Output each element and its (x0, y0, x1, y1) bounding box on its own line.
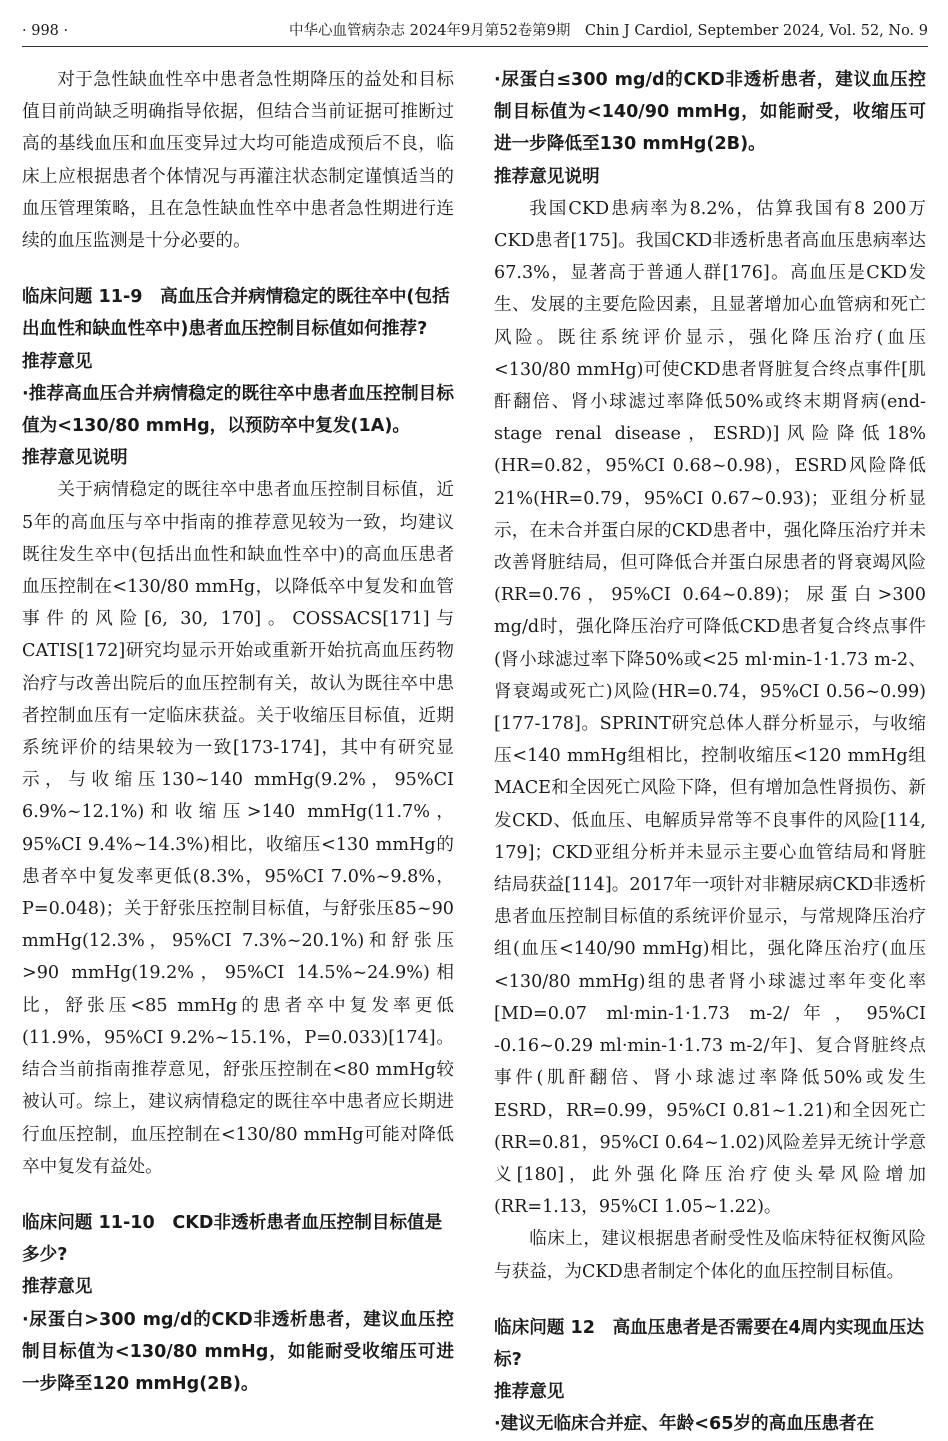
recommendation-11-10-b: ·尿蛋白≤300 mg/d的CKD非透析患者，建议血压控制目标值为<140/90 mmHg，如能耐受，收缩压可进一步降低至130 mmHg(2B)。 (494, 70, 926, 155)
journal-citation: 中华心血管病杂志 2024年9月第52卷第9期 Chin J Cardiol, September 2024, Vol. 52, No. 9 (288, 23, 928, 39)
recommendation-11-9: ·推荐高血压合并病情稳定的既往卒中患者血压控制目标值为<130/80 mmHg，以预防卒中复发(1A)。 (22, 383, 454, 437)
right-column (494, 64, 926, 1441)
left-column (22, 64, 454, 1400)
page-number: · 998 · (22, 23, 69, 39)
recommendation-label: 推荐意见 (494, 1382, 565, 1403)
recommendation-label: 推荐意见 (22, 1277, 93, 1298)
recommendation-11-10-a: ·尿蛋白>300 mg/d的CKD非透析患者，建议血压控制目标值为<130/80 mmHg，如能耐受收缩压可进一步降至120 mmHg(2B)。 (22, 1309, 454, 1394)
recommendation-12: ·建议无临床合并症、年龄<65岁的高血压患者在 (494, 1414, 875, 1435)
explanation-label: 推荐意见说明 (494, 166, 600, 187)
explanation-11-10: 我国CKD患病率为8.2%，估算我国有8 200万CKD患者[175]。我国CKD非透析患者高血压患病率达67.3%，显著高于普通人群[176]。高血压是CKD发生、发展的主要危险因素，且显著增加心血管病和死亡风险。既往系统评价显示，强化降压治疗(血压<130/80 mmHg)可使CKD患者肾脏复合终点事件[肌酐翻倍、肾小球滤过率降低50%或终末期肾病(end-stage renal disease，ESRD)]风险降低18%(HR=0.82，95%CI 0.68~0.98)，ESRD风险降低21%(HR=0.79，95%CI 0.67~0.93)；亚组分析显示，在未合并蛋白尿的CKD患者中，强化降压治疗并未改善肾脏结局，但可降低合并蛋白尿患者的肾衰竭风险(RR=0.76，95%CI 0.64~0.89)；尿蛋白>300 mg/d时，强化降压治疗可降低CKD患者复合终点事件(肾小球滤过率下降50%或<25 ml·min-1·1.73 m-2、肾衰竭或死亡)风险(HR=0.74，95%CI 0.56~0.99)[177-178]。SPRINT研究总体人群分析显示，与收缩压<140 mmHg组相比，控制收缩压<120 mmHg组MACE和全因死亡风险下降，但有增加急性肾损伤、新发CKD、低血压、电解质异常等不良事件的风险[114, 179]；CKD亚组分析并未显示主要心血管结局和肾脏结局获益[114]。2017年一项针对非糖尿病CKD非透析患者血压控制目标值的系统评价显示，与常规降压治疗组(血压<140/90 mmHg)相比，强化降压治疗(血压<130/80 mmHg)组的患者肾小球滤过率年变化率[MD=0.07 ml·min-1·1.73 m-2/年，95%CI -0.16~0.29 ml·min-1·1.73 m-2/年]、复合肾脏终点事件(肌酐翻倍、肾小球滤过率降低50%或发生ESRD，RR=0.99，95%CI 0.81~1.21)和全因死亡(RR=0.81，95%CI 0.64~1.02)风险差异无统计学意义[180]，此外强化降压治疗使头晕风险增加(RR=1.13，95%CI 1.05~1.22)。 (494, 198, 926, 1218)
question-11-10-heading: 临床问题 11-10 CKD非透析患者血压控制目标值是多少? (22, 1212, 443, 1266)
explanation-11-10-conclusion: 临床上，建议根据患者耐受性及临床特征权衡风险与获益，为CKD患者制定个体化的血压控制目标值。 (494, 1229, 926, 1282)
explanation-11-9: 关于病情稳定的既往卒中患者血压控制目标值，近5年的高血压与卒中指南的推荐意见较为一致，均建议既往发生卒中(包括出血性和缺血性卒中)的高血压患者血压控制在<130/80 mmHg，以降低卒中复发和血管事件的风险[6, 30, 170]。COSSACS[171]与CATIS[172]研究均显示开始或重新开始抗高血压药物治疗与改善出院后的血压控制有关，故认为既往卒中患者控制血压有一定临床获益。关于收缩压目标值，近期系统评价的结果较为一致[173-174]，其中有研究显示，与收缩压130~140 mmHg(9.2%，95%CI 6.9%~12.1%)和收缩压>140 mmHg(11.7%，95%CI 9.4%~14.3%)相比，收缩压<130 mmHg的患者卒中复发率更低(8.3%，95%CI 7.0%~9.8%，P=0.048)；关于舒张压控制目标值，与舒张压85~90 mmHg(12.3%，95%CI 7.3%~20.1%)和舒张压>90 mmHg(19.2%，95%CI 14.5%~24.9%)相比，舒张压<85 mmHg的患者卒中复发率更低(11.9%，95%CI 9.2%~15.1%，P=0.033)[174]。结合当前指南推荐意见，舒张压控制在<80 mmHg较被认可。综上，建议病情稳定的既往卒中患者应长期进行血压控制，血压控制在<130/80 mmHg可能对降低卒中复发有益处。 (22, 480, 454, 1177)
running-header (22, 16, 928, 47)
question-11-9-heading: 临床问题 11-9 高血压合并病情稳定的既往卒中(包括出血性和缺血性卒中)患者血压控制目标值如何推荐? (22, 287, 450, 340)
explanation-label: 推荐意见说明 (22, 448, 128, 469)
paragraph-acute-stroke: 对于急性缺血性卒中患者急性期降压的益处和目标值目前尚缺乏明确指导依据，但结合当前证据可推断过高的基线血压和血压变异过大均可能造成预后不良，临床上应根据患者个体情况与再灌注状态制定谨慎适当的血压管理策略，且在急性缺血性卒中患者急性期进行连续的血压监测是十分必要的。 (22, 70, 454, 252)
question-12-heading: 临床问题 12 高血压患者是否需要在4周内实现血压达标? (494, 1317, 924, 1370)
recommendation-label: 推荐意见 (22, 351, 93, 372)
